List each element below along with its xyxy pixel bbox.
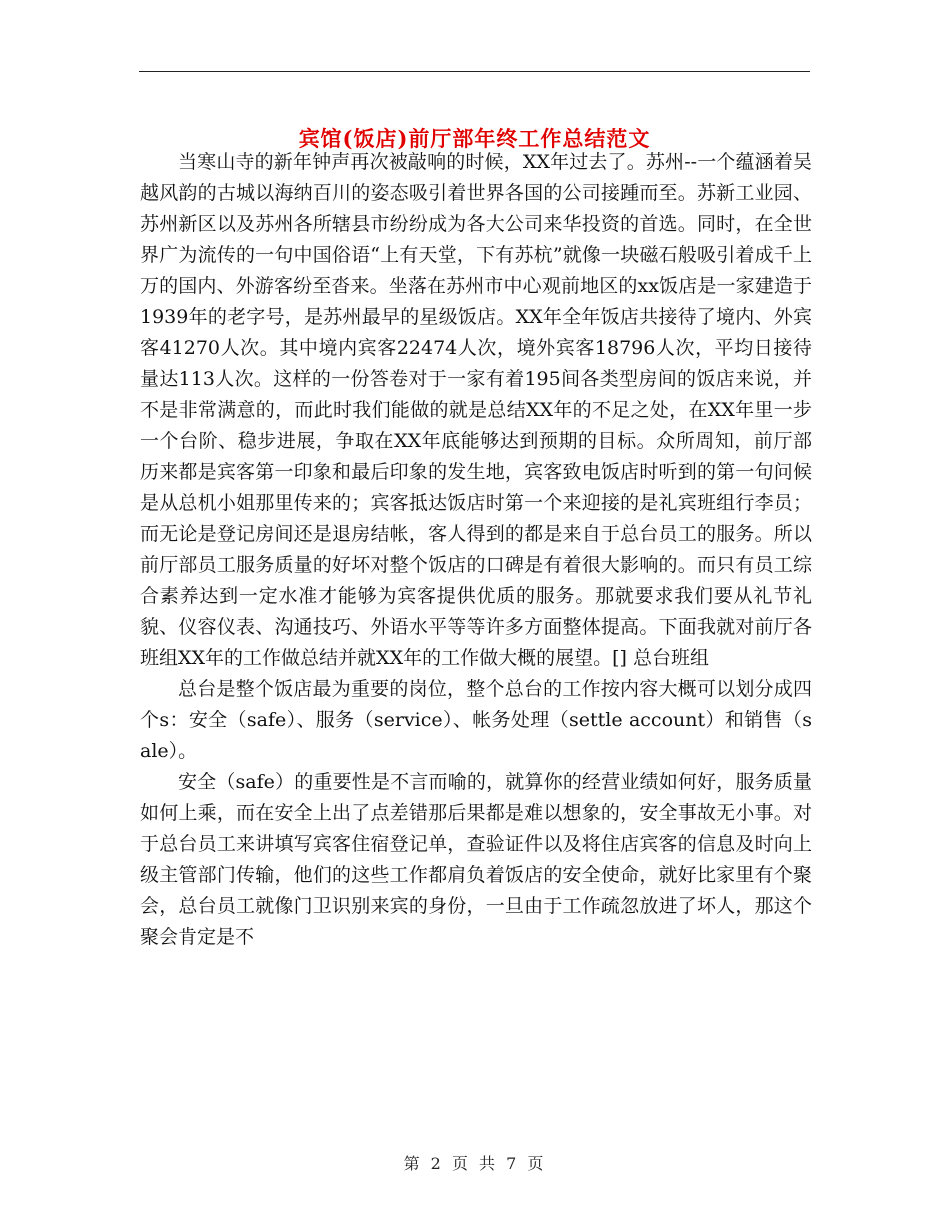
header-rule — [139, 71, 810, 72]
paragraph-intro: 当寒山寺的新年钟声再次被敲响的时候，XX年过去了。苏州--一个蕴涵着吴越风韵的古城以海纳百川的姿态吸引着世界各国的公司接踵而至。苏新工业园、苏州新区以及苏州各所辖县市纷纷成为各大公司来华投资的首选。同时，在全世界广为流传的一句中国俗语“上有天堂，下有苏杭”就像一块磁石般吸引着成千上万的国内、外游客纷至沓来。坐落在苏州市中心观前地区的xx饭店是一家建造于1939年的老字号，是苏州最早的星级饭店。XX年全年饭店共接待了境内、外宾客41270人次。其中境内宾客22474人次，境外宾客18796人次，平均日接待量达113人次。这样的一份答卷对于一家有着195间各类型房间的饭店来说，并不是非常满意的，而此时我们能做的就是总结XX年的不足之处，在XX年里一步一个台阶、稳步进展，争取在XX年底能够达到预期的目标。众所周知，前厅部历来都是宾客第一印象和最后印象的发生地，宾客致电饭店时听到的第一句问候是从总机小姐那里传来的；宾客抵达饭店时第一个来迎接的是礼宾班组行李员；而无论是登记房间还是退房结帐，客人得到的都是来自于总台员工的服务。所以前厅部员工服务质量的好坏对整个饭店的口碑是有着很大影响的。而只有员工综合素养达到一定水准才能够为宾客提供优质的服务。那就要求我们要从礼节礼貌、仪容仪表、沟通技巧、外语水平等等许多方面整体提高。下面我就对前厅各班组XX年的工作做总结并就XX年的工作做大概的展望。[] 总台班组 — [140, 151, 812, 669]
page-number: 第 2 页 共 7 页 — [403, 1154, 547, 1173]
paragraph-front-desk: 总台是整个饭店最为重要的岗位，整个总台的工作按内容大概可以划分成四个s：安全（safe）、服务（service）、帐务处理（settle account）和销售（sale）。 — [140, 678, 812, 762]
document-body — [140, 147, 812, 953]
paragraph-safety: 安全（safe）的重要性是不言而喻的，就算你的经营业绩如何好，服务质量如何上乘，而在安全上出了点差错那后果都是难以想象的，安全事故无小事。对于总台员工来讲填写宾客住宿登记单，查验证件以及将住店宾客的信息及时向上级主管部门传输，他们的这些工作都肩负着饭店的安全使命，就好比家里有个聚会，总台员工就像门卫识别来宾的身份，一旦由于工作疏忽放进了坏人，那这个聚会肯定是不 — [140, 771, 812, 948]
document-title: 宾馆(饭店)前厅部年终工作总结范文 — [298, 126, 651, 152]
